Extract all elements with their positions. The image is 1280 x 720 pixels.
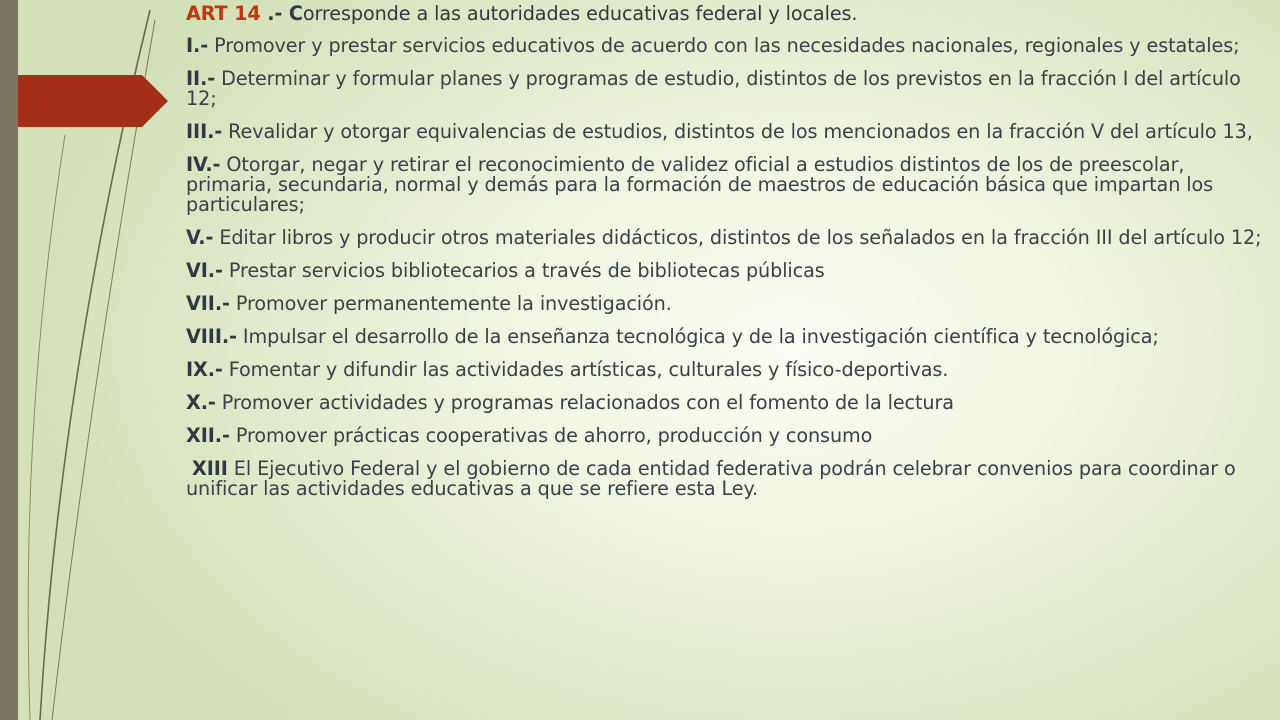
red-pointer-shape — [18, 75, 168, 127]
fraction-label: VIII.- — [186, 325, 237, 348]
fraction-text: Prestar servicios bibliotecarios a través de bibliotecas públicas — [222, 259, 825, 282]
fraction-text: Promover y prestar servicios educativos de acuerdo con las necesidades nacionales, regionales y estatales; — [208, 34, 1240, 57]
fraction-item — [186, 393, 1276, 413]
fraction-item — [186, 228, 1276, 248]
article-separator: .- — [260, 2, 289, 25]
fraction-text: Editar libros y producir otros materiales didácticos, distintos de los señalados en la fracción III del artículo 12; — [213, 226, 1262, 249]
article-heading-text: orresponde a las autoridades educativas federal y locales. — [302, 2, 858, 25]
fraction-text: Otorgar, negar y retirar el reconocimiento de validez oficial a estudios distintos de los de preescolar, primaria, secundaria, normal y demás para la formación de maestros de educación básica que impartan los particulares; — [186, 153, 1214, 216]
article-label: ART 14 — [186, 2, 261, 25]
fraction-item — [186, 459, 1276, 499]
slide-content — [186, 4, 1276, 512]
article-initial: C — [288, 2, 303, 25]
fraction-item — [186, 261, 1276, 281]
fraction-label: V.- — [186, 226, 214, 249]
fraction-item — [186, 327, 1276, 347]
fraction-text: El Ejecutivo Federal y el gobierno de cada entidad federativa podrán celebrar convenios para coordinar o unificar las actividades educativas a que se refiere esta Ley. — [186, 457, 1236, 500]
fraction-text: Determinar y formular planes y programas de estudio, distintos de los previstos en la fracción I del artículo 12; — [186, 67, 1241, 110]
fraction-item — [186, 69, 1276, 109]
fraction-item — [186, 294, 1276, 314]
fraction-label: VII.- — [186, 292, 230, 315]
fraction-item — [186, 36, 1276, 56]
fraction-text: Promover actividades y programas relacionados con el fomento de la lectura — [215, 391, 954, 414]
fraction-item — [186, 360, 1276, 380]
fraction-label: XII.- — [186, 424, 230, 447]
fraction-label: IX.- — [186, 358, 223, 381]
fraction-text: Promover permanentemente la investigación. — [229, 292, 672, 315]
fraction-text: Impulsar el desarrollo de la enseñanza tecnológica y de la investigación científica y tecnológica; — [236, 325, 1159, 348]
fraction-text: Revalidar y otorgar equivalencias de estudios, distintos de los mencionados en la fracción V del artículo 13, — [222, 120, 1253, 143]
fraction-item — [186, 426, 1276, 446]
fraction-label: III.- — [186, 120, 223, 143]
fraction-item — [186, 122, 1276, 142]
fraction-text: Promover prácticas cooperativas de ahorro, producción y consumo — [229, 424, 873, 447]
fraction-label: XIII — [192, 457, 228, 480]
fraction-label: II.- — [186, 67, 216, 90]
article-heading — [186, 4, 1276, 24]
fraction-label: VI.- — [186, 259, 223, 282]
fraction-label: X.- — [186, 391, 216, 414]
fraction-text: Fomentar y difundir las actividades artísticas, culturales y físico-deportivas. — [222, 358, 949, 381]
fraction-label: I.- — [186, 34, 209, 57]
fraction-label: IV.- — [186, 153, 221, 176]
fraction-item — [186, 155, 1276, 215]
